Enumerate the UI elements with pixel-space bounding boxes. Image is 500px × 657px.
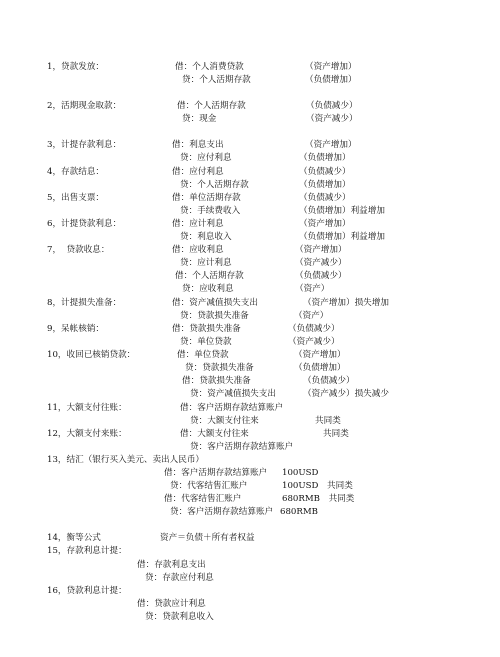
entry-3-title: 3，计提存款利息：: [47, 140, 122, 150]
entry-9-effect: （负债减少）: [288, 324, 340, 334]
entry-15-credit: 贷：存款应付利息: [145, 573, 214, 583]
entry-13-line-1-effect: 100USD: [282, 468, 319, 478]
entry-7-line-3-effect: （负债减少）: [295, 271, 347, 281]
entry-4-credit: 贷：个人活期存款: [180, 180, 249, 190]
entry-12-debit: 借：大额支付往来: [180, 429, 249, 439]
entry-10-line-2-effect: （负债增加）: [294, 363, 346, 373]
entry-7-line-1-effect: （资产增加）: [295, 245, 347, 255]
entry-6-credit: 贷：利息收入: [180, 232, 232, 242]
entry-10-line-3-effect: （负债减少）: [303, 376, 355, 386]
entry-12-title: 12，大额支付来账：: [47, 429, 127, 439]
entry-10-line-2: 贷：贷款损失准备: [185, 363, 254, 373]
entry-5-effect: （负债减少）: [299, 193, 351, 203]
entry-2-debit: 借：个人活期存款: [177, 101, 246, 111]
entry-15-debit: 借：存款利息支出: [137, 560, 206, 570]
entry-6-effect: （资产增加）: [299, 219, 351, 229]
entry-16-title: 16，贷款利息计提：: [47, 586, 127, 596]
entry-10-line-4: 贷：资产减值损失支出: [190, 389, 276, 399]
entry-6-debit: 借：应计利息: [172, 219, 224, 229]
entry-13-line-2: 贷：代客结售汇账户: [170, 481, 248, 491]
entry-4-title: 4，存款结息：: [47, 167, 105, 177]
entry-9-debit: 借：贷款损失准备: [172, 324, 241, 334]
entry-7-line-4: 贷：应收利息: [182, 284, 234, 294]
entry-7-line-3: 借：个人活期存款: [175, 271, 244, 281]
entry-9-credit-effect: （资产减少）: [288, 337, 340, 347]
entry-14-formula: 资产＝负债＋所有者权益: [160, 533, 255, 543]
entry-8-credit: 贷：贷款损失准备: [180, 311, 249, 321]
entry-15-title: 15，存款利息计提：: [47, 546, 127, 556]
entry-5-debit: 借：单位活期存款: [172, 193, 241, 203]
entry-6-title: 6，计提贷款利息：: [47, 219, 122, 229]
entry-11-credit-effect: 共同类: [315, 416, 341, 426]
entry-3-credit-effect: （负债增加）: [299, 153, 351, 163]
entry-10-line-3: 借：贷款损失准备: [182, 376, 251, 386]
entry-6-credit-effect: （负债增加）利益增加: [299, 232, 385, 242]
entry-1-credit: 贷：个人活期存款: [182, 75, 251, 85]
entry-3-credit: 贷：应付利息: [180, 153, 232, 163]
entry-14-title: 14，衡等公式: [47, 533, 101, 543]
entry-1-title: 1，贷款发放：: [47, 62, 105, 72]
entry-9-credit: 贷：单位贷款: [180, 337, 232, 347]
entry-5-title: 5，出售支票：: [47, 193, 105, 203]
entry-4-credit-effect: （负债增加）: [299, 180, 351, 190]
entry-8-title: 8，计提损失准备：: [47, 298, 122, 308]
entry-4-debit: 借：应付利息: [172, 167, 224, 177]
entry-8-credit-effect: （资产）: [294, 311, 329, 321]
entry-2-credit-effect: （资产减少）: [306, 114, 358, 124]
entry-7-title: 7， 贷款收息：: [47, 245, 110, 255]
entry-13-line-4: 贷：客户活期存款结算账户: [170, 507, 274, 517]
entry-16-credit: 贷：贷款利息收入: [145, 612, 214, 622]
entry-13-line-4-effect: 680RMB: [280, 507, 318, 517]
entry-13-line-3-effect: 680RMB 共同类: [282, 494, 355, 504]
entry-7-line-2: 贷：应计利息: [180, 258, 232, 268]
entry-11-title: 11，大额支付往账：: [47, 403, 127, 413]
entry-7-line-4-effect: （资产）: [295, 284, 330, 294]
entry-2-title: 2，活期现金取款：: [47, 101, 122, 111]
entry-11-debit: 借：客户活期存款结算账户: [180, 403, 284, 413]
entry-1-debit: 借：个人消费贷款: [175, 62, 244, 72]
entry-2-credit: 贷：现金: [182, 114, 217, 124]
entry-2-effect: （负债减少）: [306, 101, 358, 111]
entry-11-credit: 贷：大额支付往来: [190, 416, 259, 426]
entry-1-effect: （资产增加）: [305, 62, 357, 72]
entry-3-effect: （资产增加）: [305, 140, 357, 150]
entry-10-title: 10，收回已核销贷款：: [47, 350, 136, 360]
entry-7-line-1: 借：应收利息: [172, 245, 224, 255]
entry-9-title: 9，呆帐核销：: [47, 324, 105, 334]
entry-13-line-1: 借：客户活期存款结算账户: [164, 468, 268, 478]
entry-4-effect: （负债减少）: [299, 167, 351, 177]
entry-10-line-1: 借：单位贷款: [177, 350, 229, 360]
entry-5-credit: 贷：手续费收入: [180, 206, 241, 216]
entry-3-debit: 借：利息支出: [172, 140, 224, 150]
entry-7-line-2-effect: （资产减少）: [295, 258, 347, 268]
entry-16-debit: 借：贷款应计利息: [137, 599, 206, 609]
entry-13-line-3: 借：代客结售汇账户: [164, 494, 242, 504]
entry-10-line-1-effect: （资产增加）: [294, 350, 346, 360]
entry-8-effect: （资产增加）损失增加: [303, 298, 389, 308]
entry-1-credit-effect: （负债增加）: [305, 75, 357, 85]
entry-12-credit: 贷：客户活期存款结算账户: [190, 442, 294, 452]
entry-13-line-2-effect: 100USD 共同类: [282, 481, 353, 491]
entry-13-title: 13，结汇（银行买入美元、卖出人民币）: [47, 455, 205, 465]
entry-5-credit-effect: （负债增加）利益增加: [299, 206, 385, 216]
entry-12-debit-effect: 共同类: [323, 429, 349, 439]
entry-8-debit: 借：资产减值损失支出: [172, 298, 258, 308]
entry-10-line-4-effect: （资产减少）损失减少: [303, 389, 389, 399]
